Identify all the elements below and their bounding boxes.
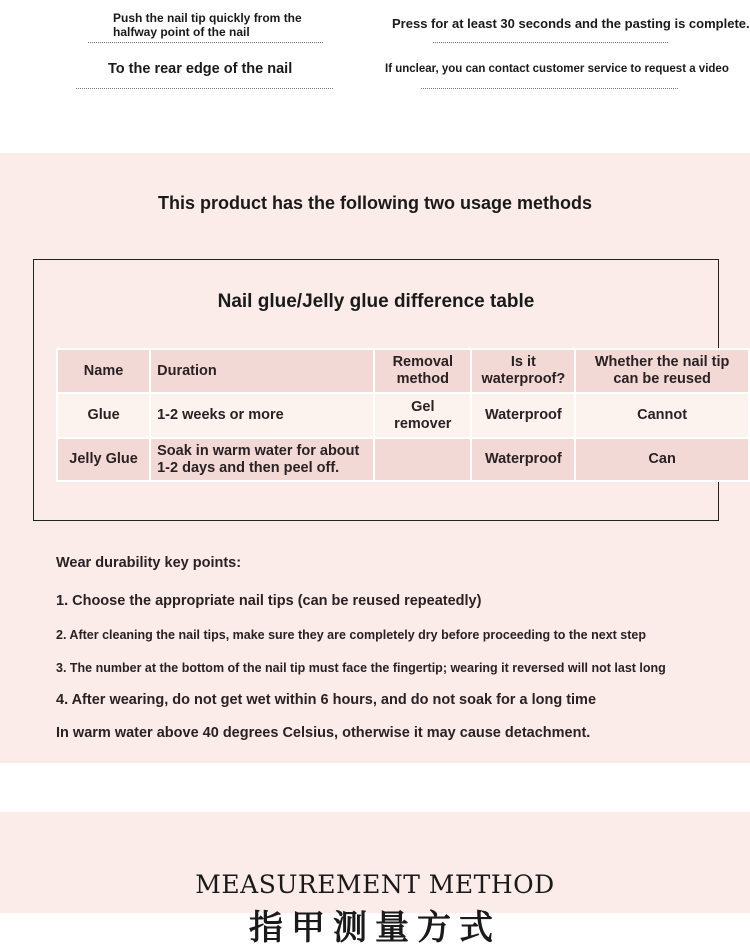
- table-cell: 1-2 weeks or more: [150, 393, 374, 438]
- point-item: 3. The number at the bottom of the nail tip must face the fingertip; wearing it reversed will not last long: [56, 661, 666, 675]
- header-cell: Name: [57, 349, 150, 393]
- measurement-section: [0, 812, 750, 947]
- header-cell: Whether the nail tip can be reused: [575, 349, 749, 393]
- table-cell: Waterproof: [471, 393, 575, 438]
- step-left-2: To the rear edge of the nail: [108, 61, 293, 77]
- point-item: In warm water above 40 degrees Celsius, otherwise it may cause detachment.: [56, 725, 591, 741]
- table-cell: [150, 438, 374, 481]
- table-header-row: [57, 349, 749, 393]
- table-row: [57, 393, 749, 438]
- step-left-1: Push the nail tip quickly from the halfway point of the nail: [113, 11, 302, 39]
- header-cell: Removal method: [374, 349, 471, 393]
- table-cell: Gel remover: [374, 393, 471, 438]
- points-title: Wear durability key points:: [56, 555, 242, 571]
- table-cell: Waterproof: [471, 438, 575, 481]
- measurement-subtitle: 指甲测量方式: [249, 909, 501, 947]
- table-cell: Cannot: [575, 393, 749, 438]
- difference-table: [56, 348, 750, 482]
- table-cell-text: Soak in warm water for about 1-2 days and then peel off.: [157, 442, 360, 476]
- header-cell: Duration: [150, 349, 374, 393]
- divider: [76, 88, 333, 89]
- table-cell: [374, 438, 471, 481]
- divider: [421, 88, 678, 89]
- step-right-2: If unclear, you can contact customer service to request a video: [385, 63, 729, 75]
- divider: [433, 42, 668, 43]
- measurement-title: MEASUREMENT METHOD: [195, 870, 555, 899]
- header-cell: Is it waterproof?: [471, 349, 575, 393]
- point-item: 2. After cleaning the nail tips, make sure they are completely dry before proceeding to the next step: [56, 628, 646, 642]
- application-steps: [0, 0, 750, 153]
- table-row: [57, 438, 749, 481]
- table-cell: Jelly Glue: [57, 438, 150, 481]
- point-item: 1. Choose the appropriate nail tips (can be reused repeatedly): [56, 593, 482, 609]
- step-right-1: Press for at least 30 seconds and the pasting is complete.: [392, 16, 750, 31]
- point-item: 4. After wearing, do not get wet within 6 hours, and do not soak for a long time: [56, 692, 597, 708]
- table-cell: Glue: [57, 393, 150, 438]
- divider: [88, 42, 323, 43]
- usage-heading: This product has the following two usage methods: [157, 193, 592, 213]
- table-cell: Can: [575, 438, 749, 481]
- table-title: Nail glue/Jelly glue difference table: [217, 291, 535, 312]
